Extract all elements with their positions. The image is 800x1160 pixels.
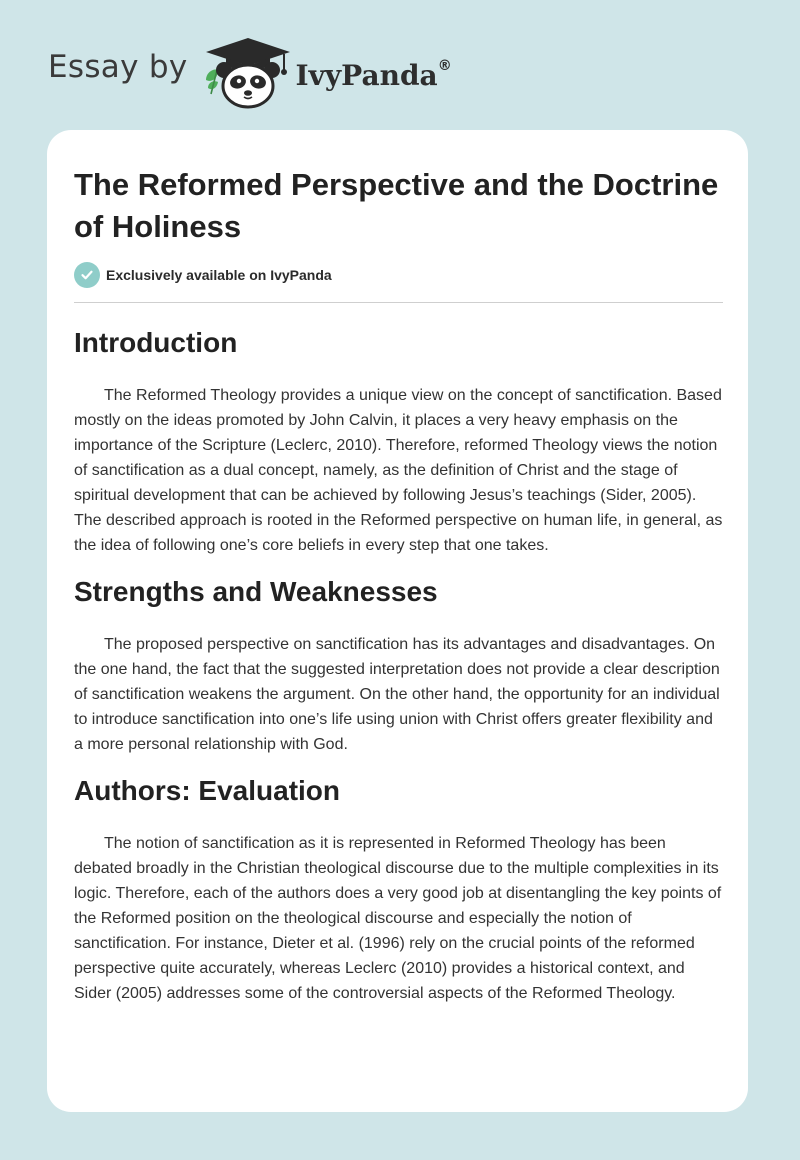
section-paragraph: The proposed perspective on sanctification has its advantages and disadvantages. On the one hand, the fact that the suggested interpretation does not provide a clear description of sanctification weakens the argument. On the other hand, the opportunity for an individual to introduce sanctification into one’s life using union with Christ offers greater flexibility and a more personal relationship with God.	[74, 636, 720, 753]
section-authors-evaluation	[74, 773, 723, 1006]
registered-mark: ®	[437, 58, 452, 75]
exclusive-badge	[74, 262, 332, 288]
divider	[74, 302, 723, 303]
section-strengths-weaknesses	[74, 574, 723, 757]
brand-header	[48, 36, 452, 110]
exclusive-label: Exclusively available on IvyPanda	[106, 267, 332, 283]
brand-name	[296, 59, 452, 92]
brand-name-text: IvyPanda	[295, 58, 438, 92]
panda-graduate-logo-icon	[202, 36, 294, 110]
essay-content	[74, 325, 723, 1006]
section-paragraph: The notion of sanctification as it is represented in Reformed Theology has been debated broadly in the Christian theological discourse due to the multiple complexities in its logic. Therefore, each of the authors does a very good job at disentangling the key points of the Reformed position on the theological discourse and especially the notion of sanctification. For instance, Dieter et al. (1996) rely on the crucial points of the reformed perspective quite accurately, whereas Leclerc (2010) provides a historical context, and Sider (2005) addresses some of the controversial aspects of the Reformed Theology.	[74, 835, 722, 1002]
section-paragraph: The Reformed Theology provides a unique view on the concept of sanctification. Based mostly on the ideas promoted by John Calvin, it places a very heavy emphasis on the importance of the Scripture (Leclerc, 2010). Therefore, reformed Theology views the notion of sanctification as a dual concept, namely, as the definition of Christ and the stage of spiritual development that can be achieved by following Jesus’s teachings (Sider, 2005). The described approach is rooted in the Reformed perspective on human life, in general, as the idea of following one’s core beliefs in every step that one takes.	[74, 387, 723, 554]
brand-prefix: Essay by	[48, 49, 188, 85]
essay-card	[47, 130, 748, 1112]
section-heading: Strengths and Weaknesses	[74, 576, 438, 607]
section-heading: Introduction	[74, 327, 238, 358]
section-heading: Authors: Evaluation	[74, 775, 341, 806]
essay-title: The Reformed Perspective and the Doctrine of Holiness	[74, 167, 719, 244]
section-introduction	[74, 325, 723, 558]
check-circle-icon	[74, 262, 100, 288]
